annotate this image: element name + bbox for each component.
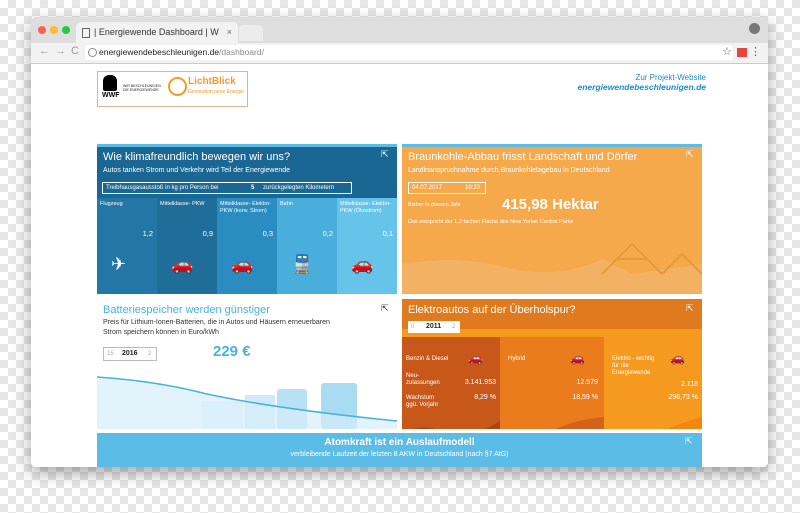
wwf-label: WWF [102, 92, 120, 99]
card-topline [402, 144, 702, 147]
row-label-growth: Wachstum ggü. Vorjahr [406, 395, 439, 408]
growth-value: 296,73 % [668, 394, 698, 401]
url-host: energiewendebeschleunigen.de [99, 47, 220, 57]
ev-column-hybrid[interactable] [500, 337, 604, 429]
card-title: Braunkohle-Abbau frisst Landschaft und Dörfer [408, 151, 638, 163]
car-icon: 🚗 [468, 351, 483, 365]
mode-value: 0,1 [382, 229, 393, 238]
ev-column-fossil[interactable] [402, 337, 500, 429]
battery-price: 229 € [213, 343, 251, 360]
minimize-window-icon[interactable] [50, 26, 58, 34]
transport-modes [97, 198, 397, 294]
mode-label: Mittelklasse- Elektro-PKW (konv. Strom) [220, 201, 272, 214]
page-content [31, 64, 768, 467]
mobility-card[interactable] [97, 144, 397, 294]
extension-icon[interactable] [737, 48, 747, 57]
year-selector[interactable] [408, 321, 460, 333]
date-selector[interactable] [408, 182, 486, 194]
row-label-new: Neu-zulassungen [406, 373, 440, 386]
lichtblick-sub: Generation neue Energie [188, 89, 244, 95]
close-window-icon[interactable] [38, 26, 46, 34]
car-icon: 🚗 [231, 254, 254, 274]
time-value: 10:20 [465, 185, 481, 191]
selector-right: zurückgelegten Kilometern [263, 185, 335, 191]
maximize-window-icon[interactable] [62, 26, 70, 34]
battery-price-chart [97, 369, 397, 429]
year-prev: 0 [411, 324, 415, 330]
lichtblick-name: LichtBlick [188, 76, 236, 87]
profile-icon[interactable] [749, 23, 760, 34]
project-link[interactable] [578, 73, 706, 92]
comparison-note: Das entspricht der 1,2-fachen Fläche des New Yorker Central Parks [408, 219, 574, 225]
mode-airplane[interactable] [97, 198, 157, 294]
trend-area [402, 413, 500, 429]
card-title: Wie klimafreundlich bewegen wir uns? [103, 151, 291, 163]
wwf-logo [102, 75, 118, 99]
selector-left: Treibhausgasausstoß in kg pro Person bei [106, 185, 219, 191]
mode-value: 1,2 [142, 229, 153, 238]
car-icon: 🚗 [351, 254, 374, 274]
since-label: Bisher in diesem Jahr [408, 202, 461, 208]
column-label: Benzin & Diesel [406, 356, 449, 362]
forward-icon[interactable]: → [55, 45, 66, 57]
bookmark-star-icon[interactable]: ☆ [722, 46, 732, 58]
external-link-icon[interactable]: ⇱ [381, 303, 389, 313]
date-value: 04.07.2017 [412, 185, 443, 191]
external-link-icon[interactable]: ⇱ [381, 149, 389, 159]
card-subtitle-1: Preis für Lithium-Ionen-Batterien, die in Autos und Häusern erneuerbaren [103, 319, 330, 326]
growth-value: 8,29 % [474, 394, 496, 401]
reload-icon[interactable]: C [71, 45, 79, 57]
external-link-icon[interactable]: ⇱ [686, 303, 694, 313]
address-bar[interactable] [85, 45, 733, 60]
project-label: Zur Projekt-Website [635, 73, 706, 82]
mode-label: Mittelklasse- Elektro-PKW (Ökostrom) [340, 201, 392, 214]
selector-value: 5 [251, 185, 255, 191]
distance-selector[interactable] [102, 182, 352, 194]
back-icon[interactable]: ← [39, 45, 50, 57]
nuclear-card[interactable] [97, 433, 702, 467]
ev-card[interactable] [402, 299, 702, 429]
year-prev: 15 [107, 351, 114, 357]
card-subtitle-2: Strom speichern können in Euro/kWh [103, 329, 219, 336]
car-icon: 🚗 [670, 351, 685, 365]
browser-tab[interactable] [76, 22, 238, 43]
tab-title: | Energiewende Dashboard | W [94, 27, 219, 37]
external-link-icon[interactable]: ⇱ [686, 149, 694, 159]
trend-area [604, 413, 702, 429]
lichtblick-icon [168, 77, 187, 96]
menu-icon[interactable]: ⋮ [750, 46, 761, 58]
project-url: energiewendebeschleunigen.de [577, 82, 706, 92]
year-next: 2 [452, 324, 456, 330]
train-icon: 🚆 [291, 254, 314, 274]
info-icon[interactable] [88, 48, 97, 57]
new-tab-button[interactable] [239, 25, 263, 41]
page-icon [82, 28, 90, 38]
tab-bar [31, 17, 768, 43]
year-current: 2016 [122, 350, 138, 357]
mode-ev-conventional[interactable] [217, 198, 277, 294]
column-label: Hybrid [508, 356, 526, 362]
new-registrations: 3.141.953 [464, 379, 496, 386]
landscape-illustration [402, 224, 702, 294]
column-label: Elektro - wichtig für die Energiewende [612, 356, 655, 376]
panda-icon [103, 75, 117, 91]
new-registrations: 2.118 [681, 381, 698, 388]
year-current: 2011 [426, 323, 442, 330]
trend-area [500, 413, 604, 429]
card-topline [97, 144, 397, 147]
card-title: Elektroautos auf der Überholspur? [408, 304, 576, 316]
mode-label: Mittelklasse- PKW [160, 201, 205, 207]
year-selector[interactable] [103, 347, 157, 361]
mode-label: Flugzeug [100, 201, 123, 207]
growth-value: 18,59 % [572, 394, 598, 401]
airplane-icon: ✈ [111, 254, 127, 274]
mode-value: 0,9 [202, 229, 213, 238]
car-icon: 🚗 [171, 254, 194, 274]
hectare-value: 415,98 Hektar [502, 196, 599, 213]
browser-window [31, 17, 768, 467]
new-registrations: 12.579 [576, 379, 598, 386]
mode-value: 0,2 [322, 229, 333, 238]
year-next: 2 [148, 351, 152, 357]
battery-card[interactable] [97, 299, 397, 429]
card-title: Batteriespeicher werden günstiger [103, 304, 270, 316]
coal-card[interactable] [402, 144, 702, 294]
partner-logos[interactable] [97, 71, 248, 107]
wwf-claim: WIR BESCHLEUNIGEN DIE ENERGIEWENDE [123, 84, 161, 92]
mode-label: Bahn [280, 201, 293, 207]
url-path: /dashboard/ [219, 47, 264, 57]
car-icon: 🚗 [570, 351, 585, 365]
mode-car[interactable] [157, 198, 217, 294]
card-subtitle: Autos tanken Strom und Verkehr wird Teil der Energiewende [103, 167, 291, 174]
card-subtitle: Landinanspruchnahme durch Braunkohletagebau in Deutschland [408, 167, 610, 174]
external-link-icon[interactable]: ⇱ [685, 436, 693, 446]
card-title: Atomkraft ist ein Auslaufmodell [324, 437, 475, 448]
card-subtitle: verbleibende Laufzeit der letzten 8 AKW in Deutschland (nach §7 AtG) [290, 451, 509, 458]
mode-ev-green[interactable] [337, 198, 397, 294]
browser-toolbar [31, 43, 768, 64]
tab-close-icon[interactable]: × [226, 27, 232, 37]
mode-value: 0,3 [262, 229, 273, 238]
mode-train[interactable] [277, 198, 337, 294]
ev-column-electric[interactable] [604, 337, 702, 429]
